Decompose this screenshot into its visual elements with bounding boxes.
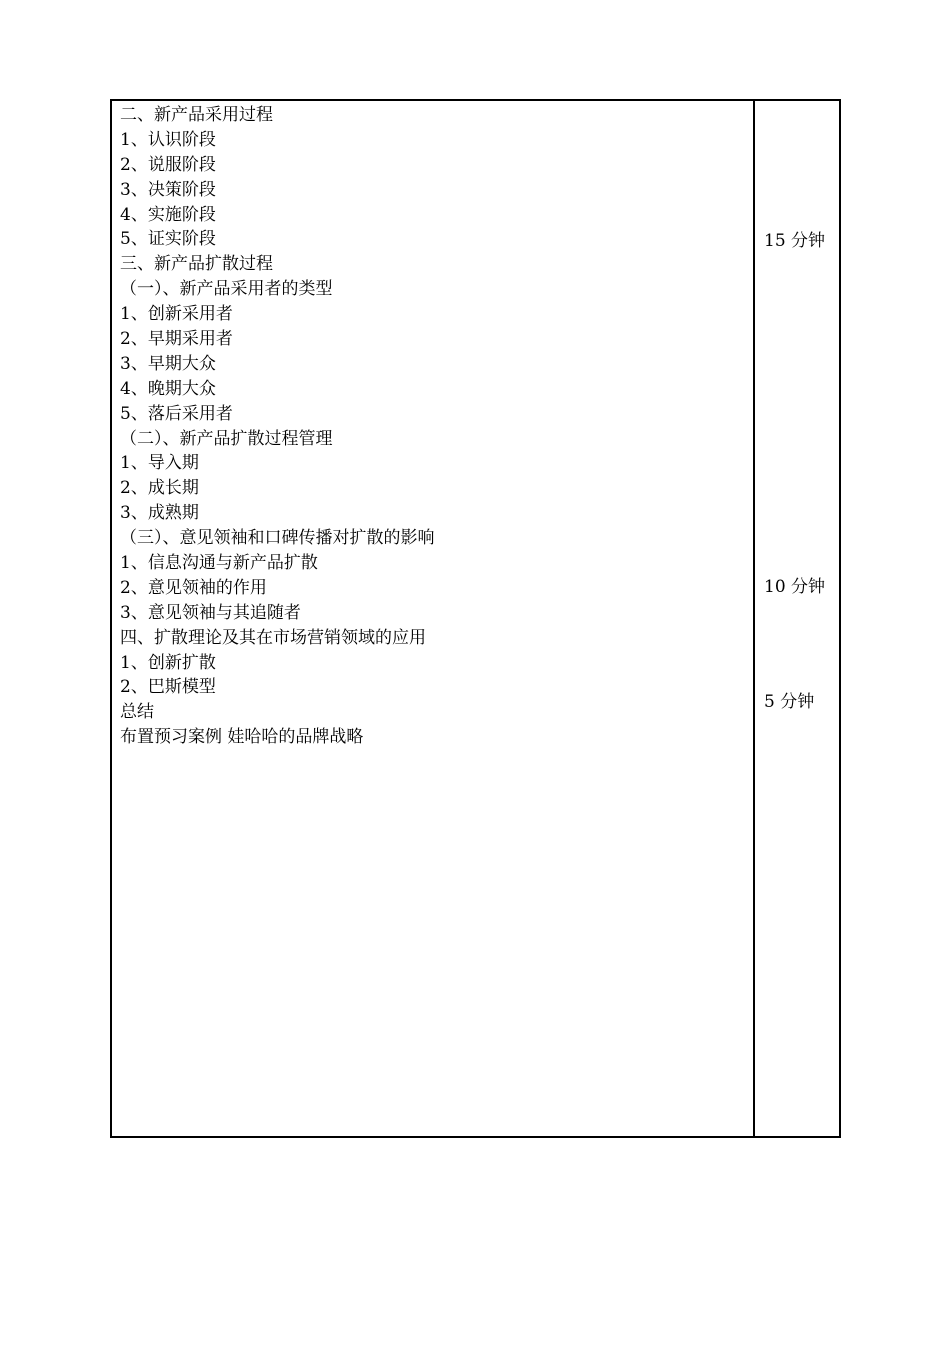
list-item: 1、认识阶段 (120, 129, 216, 150)
time-allocation-5: 5 分钟 (764, 692, 815, 712)
list-item: 3、决策阶段 (120, 179, 216, 200)
list-item: 3、意见领袖与其追随者 (120, 602, 301, 623)
column-divider (753, 101, 755, 1136)
subsection-heading: （三）、意见领袖和口碑传播对扩散的影响 (120, 528, 435, 549)
list-item: 2、巴斯模型 (120, 677, 216, 698)
list-item: 3、成熟期 (120, 503, 199, 524)
subsection-heading: （一）、新产品采用者的类型 (120, 279, 333, 300)
lesson-plan-table (110, 99, 841, 1138)
list-item: 1、信息沟通与新产品扩散 (120, 553, 318, 574)
time-allocation-10: 10 分钟 (764, 577, 826, 597)
list-item: 2、成长期 (120, 478, 199, 499)
subsection-heading: （二）、新产品扩散过程管理 (120, 428, 333, 449)
list-item: 1、创新扩散 (120, 652, 216, 673)
summary-line: 总结 (120, 702, 154, 723)
content-column (120, 103, 745, 750)
section-heading: 三、新产品扩散过程 (120, 254, 273, 275)
section-heading: 四、扩散理论及其在市场营销领域的应用 (120, 627, 426, 648)
time-allocation-15: 15 分钟 (764, 231, 826, 251)
list-item: 4、晚期大众 (120, 378, 216, 399)
assignment-line: 布置预习案例 娃哈哈的品牌战略 (120, 727, 364, 748)
list-item: 3、早期大众 (120, 353, 216, 374)
list-item: 2、意见领袖的作用 (120, 577, 267, 598)
list-item: 5、落后采用者 (120, 403, 233, 424)
list-item: 2、说服阶段 (120, 154, 216, 175)
list-item: 4、实施阶段 (120, 204, 216, 225)
list-item: 1、创新采用者 (120, 304, 233, 325)
section-heading: 二、新产品采用过程 (120, 105, 273, 125)
list-item: 5、证实阶段 (120, 229, 216, 250)
list-item: 2、早期采用者 (120, 329, 233, 350)
time-column (764, 101, 839, 1136)
list-item: 1、导入期 (120, 453, 199, 474)
